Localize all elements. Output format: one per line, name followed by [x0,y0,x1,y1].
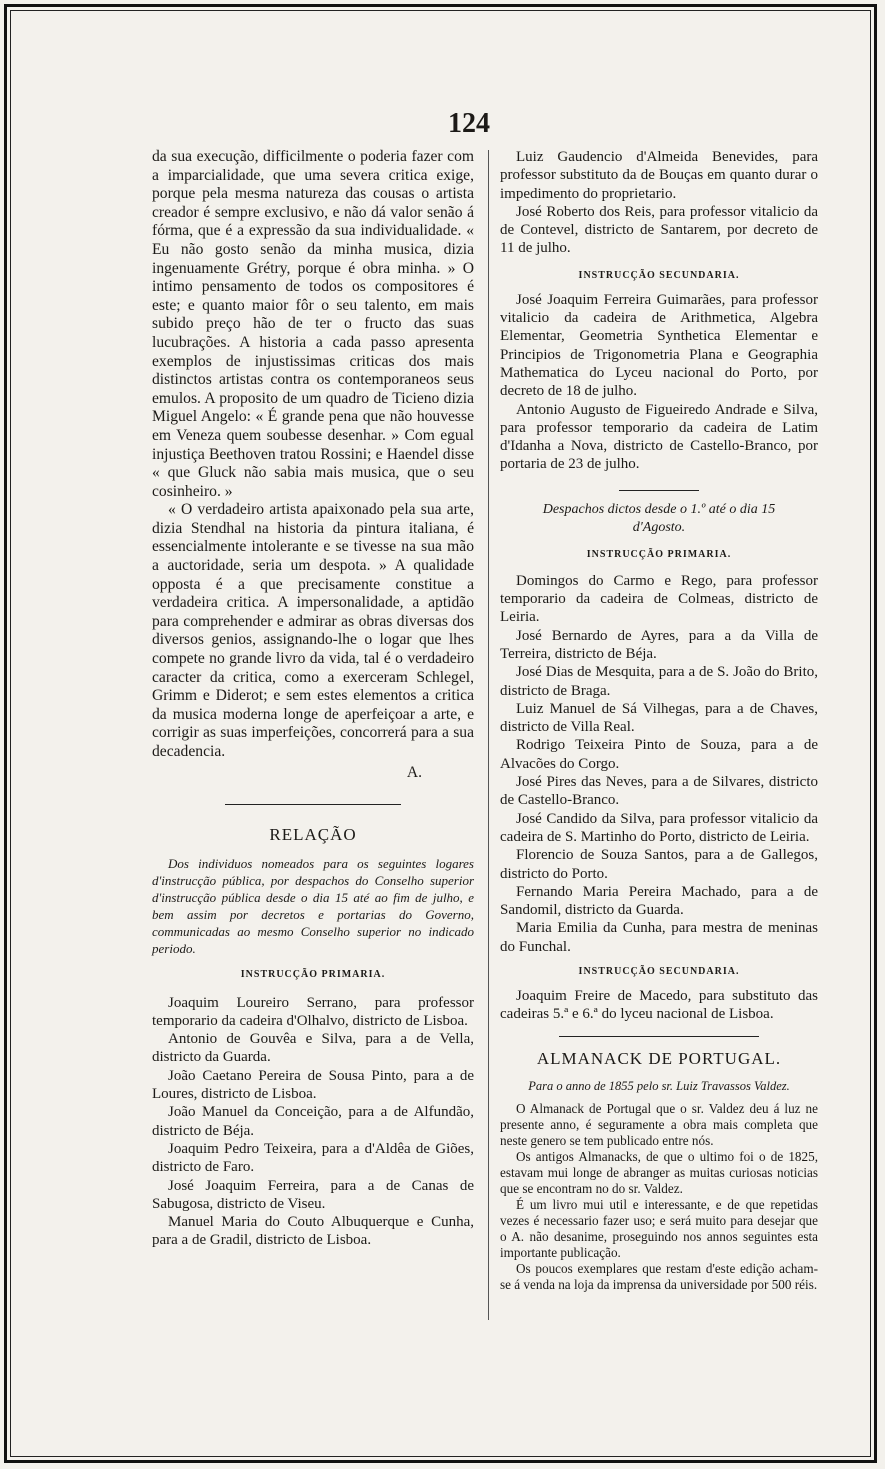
appointment-entry: José Dias de Mesquita, para a de S. João do Brito, districto de Braga. [500,664,818,699]
page-number: 124 [448,108,490,139]
appointment-entry: Maria Emilia da Cunha, para mestra de meninas do Funchal. [500,920,818,955]
appointment-entry: Joaquim Pedro Teixeira, para a d'Aldêa de Giões, districto de Faro. [152,1140,474,1176]
signature: A. [406,763,422,781]
appointment-entry: Luiz Manuel de Sá Vilhegas, para a de Chaves, districto de Villa Real. [500,700,818,736]
appointment-entry: Rodrigo Teixeira Pinto de Souza, para a de Alvacões do Corgo. [500,737,818,772]
primaria-list [152,994,474,1250]
appointment-entry: João Manuel da Conceição, para a de Alfundão, districto de Béja. [152,1104,474,1139]
almanack-heading: ALMANACK DE PORTUGAL. [536,1048,782,1068]
right-column [500,148,818,1293]
despachos-heading: Despachos dictos desde o 1.º até o dia 15 d'Agosto. [542,501,776,535]
almanack-subheading: Para o anno de 1855 pelo sr. Luiz Travassos Valdez. [528,1078,790,1093]
appointment-entry: José Joaquim Ferreira, para a de Canas de Sabugosa, districto de Viseu. [152,1177,474,1212]
almanack-body [500,1101,818,1293]
appointment-entry: José Roberto dos Reis, para professor vitalicio da de Contevel, districto de Santarem, por decreto de 11 de julho. [500,203,818,257]
section-divider [225,804,401,805]
subhead-instruccao-primaria: INSTRUCÇÃO PRIMARIA. [586,548,732,560]
appointment-entry: Domingos do Carmo e Rego, para professor temporario da cadeira de Colmeas, districto de Leiria. [500,572,818,626]
appointment-entry: José Joaquim Ferreira Guimarães, para professor vitalicio da cadeira de Arithmetica, Algebra Elementar, Geometria Synthetica Elementar e Principios de Trigonometria Plana e Geographia Mathematica do Lyceu nacional do Porto, por decreto de 18 de julho. [500,291,818,400]
appointment-entry: José Pires das Neves, para a de Silvares, districto de Castello-Branco. [500,774,818,809]
appointment-entry: Florencio de Souza Santos, para a de Gallegos, districto do Porto. [500,847,818,882]
secundaria-list [500,987,818,1024]
subhead-instruccao-secundaria: INSTRUCÇÃO SECUNDARIA. [578,269,740,281]
appointment-entry: Antonio Augusto de Figueiredo Andrade e Silva, para professor temporario da cadeira de Latim d'Idanha a Nova, districto de Castello-Branco, por portaria de 23 de julho. [500,401,818,473]
appointment-entry: Manuel Maria do Couto Albuquerque e Cunha, para a de Gradil, districto de Lisboa. [152,1214,474,1249]
appointment-entry: Antonio de Gouvêa e Silva, para a de Vella, districto da Guarda. [152,1031,474,1066]
almanack-paragraph: Os poucos exemplares que restam d'este edição acham-se á venda na loja da imprensa da universidade por 500 réis. [500,1260,818,1292]
subhead-instruccao-primaria: INSTRUCÇÃO PRIMARIA. [240,968,386,980]
appointment-entry: Fernando Maria Pereira Machado, para a de Sandomil, districto da Guarda. [500,883,818,919]
almanack-paragraph: O Almanack de Portugal que o sr. Valdez deu á luz ne presente anno, é seguramente a obra mais completa que neste genero se tem publicado entre nós. [500,1100,818,1148]
essay-paragraph: « O verdadeiro artista apaixonado pela sua arte, dizia Stendhal na historia da pintura italiana, é essencialmente intolerante e se tivesse na sua mão a auctoridade, seria um despota. » A qualidade opposta é a que precisamente constitue a verdadeira critica. A impersonalidade, a aptidão para comprehender e admirar as obras diversas dos diversos genios, assignando-lhe o logar que lhes compete no grande livro da vida, tal é o verdadeiro caracter da critica, como a exerceram Schlegel, Grimm e Diderot; e sem estes elementos a critica da musica moderna longe de aperfeiçoar a arte, e corrigir as suas imperfeições, concorrerá para a sua decadencia. [152,501,474,760]
appointment-entry: Joaquim Loureiro Serrano, para professor temporario da cadeira d'Olhalvo, districto de Lisboa. [152,994,474,1029]
appointment-entry: Joaquim Freire de Macedo, para substituto das cadeiras 5.ª e 6.ª do lyceu nacional de Lisboa. [500,987,818,1023]
section-divider [619,490,699,491]
secundaria-list [500,291,818,474]
appointment-entry: José Candido da Silva, para professor vitalicio da cadeira de S. Martinho do Porto, districto de Leiria. [500,810,818,845]
appointment-entry: José Bernardo de Ayres, para a da Villa de Terreira, districto de Béja. [500,627,818,662]
appointment-entry: João Caetano Pereira de Sousa Pinto, para a de Loures, districto de Lisboa. [152,1067,474,1103]
essay-paragraph: da sua execução, difficilmente o poderia fazer com a imparcialidade, que uma severa critica exige, porque pela mesma natureza das cousas o artista creador é sempre exclusivo, e não dá valor senão á fórma, que é a expressão da sua individualidade. « Eu não gosto senão da minha musica, dizia ingenuamente Grétry, porque é obra minha. » O intimo pensamento de todos os compositores é este; e quanto maior fôr o seu talento, em mais subido preço hão de ter o fructo das suas lucubrações. A historia a cada passo apresenta exemplos de injustissimas criticas dos mais distinctos artistas contra os contemporaneos seus emulos. A proposito de um quadro de Ticieno dizia Miguel Angelo: « É grande pena que não houvesse em Veneza quem soubesse desenhar. » Com egual injustiça Beethoven tratou Rossini; e Haendel disse « que Gluck não sabia mais musica, que o seu cosinheiro. » [152,148,474,500]
appointment-entry: Luiz Gaudencio d'Almeida Benevides, para professor substituto da de Bouças em quanto durar o impedimento do proprietario. [500,149,818,202]
primaria-list [500,572,818,956]
relacao-intro: Dos individuos nomeados para os seguintes logares d'instrucção pública, por despachos do Conselho superior d'instrucção pública desde o dia 15 até ao fim de julho, e bem assim por decretos e portarias do Governo, communicadas ao mesmo Conselho superior no indicado periodo. [152,855,474,956]
almanack-paragraph: É um livro mui util e interessante, e de que repetidas vezes é necessario fazer uso; e será muito para desejar que o A. não desanime, proseguindo nos annos seguintes esta importante publicação. [500,1196,818,1260]
column-divider [488,150,489,1320]
subhead-instruccao-secundaria: INSTRUCÇÃO SECUNDARIA. [578,965,740,977]
left-column [152,148,474,1250]
relacao-heading: RELAÇÃO [269,824,357,844]
section-divider [559,1036,759,1037]
almanack-paragraph: Os antigos Almanacks, de que o ultimo foi o de 1825, estavam mui longe de abranger as muitas curiosas noticias que se encontram no do sr. Valdez. [500,1148,818,1196]
